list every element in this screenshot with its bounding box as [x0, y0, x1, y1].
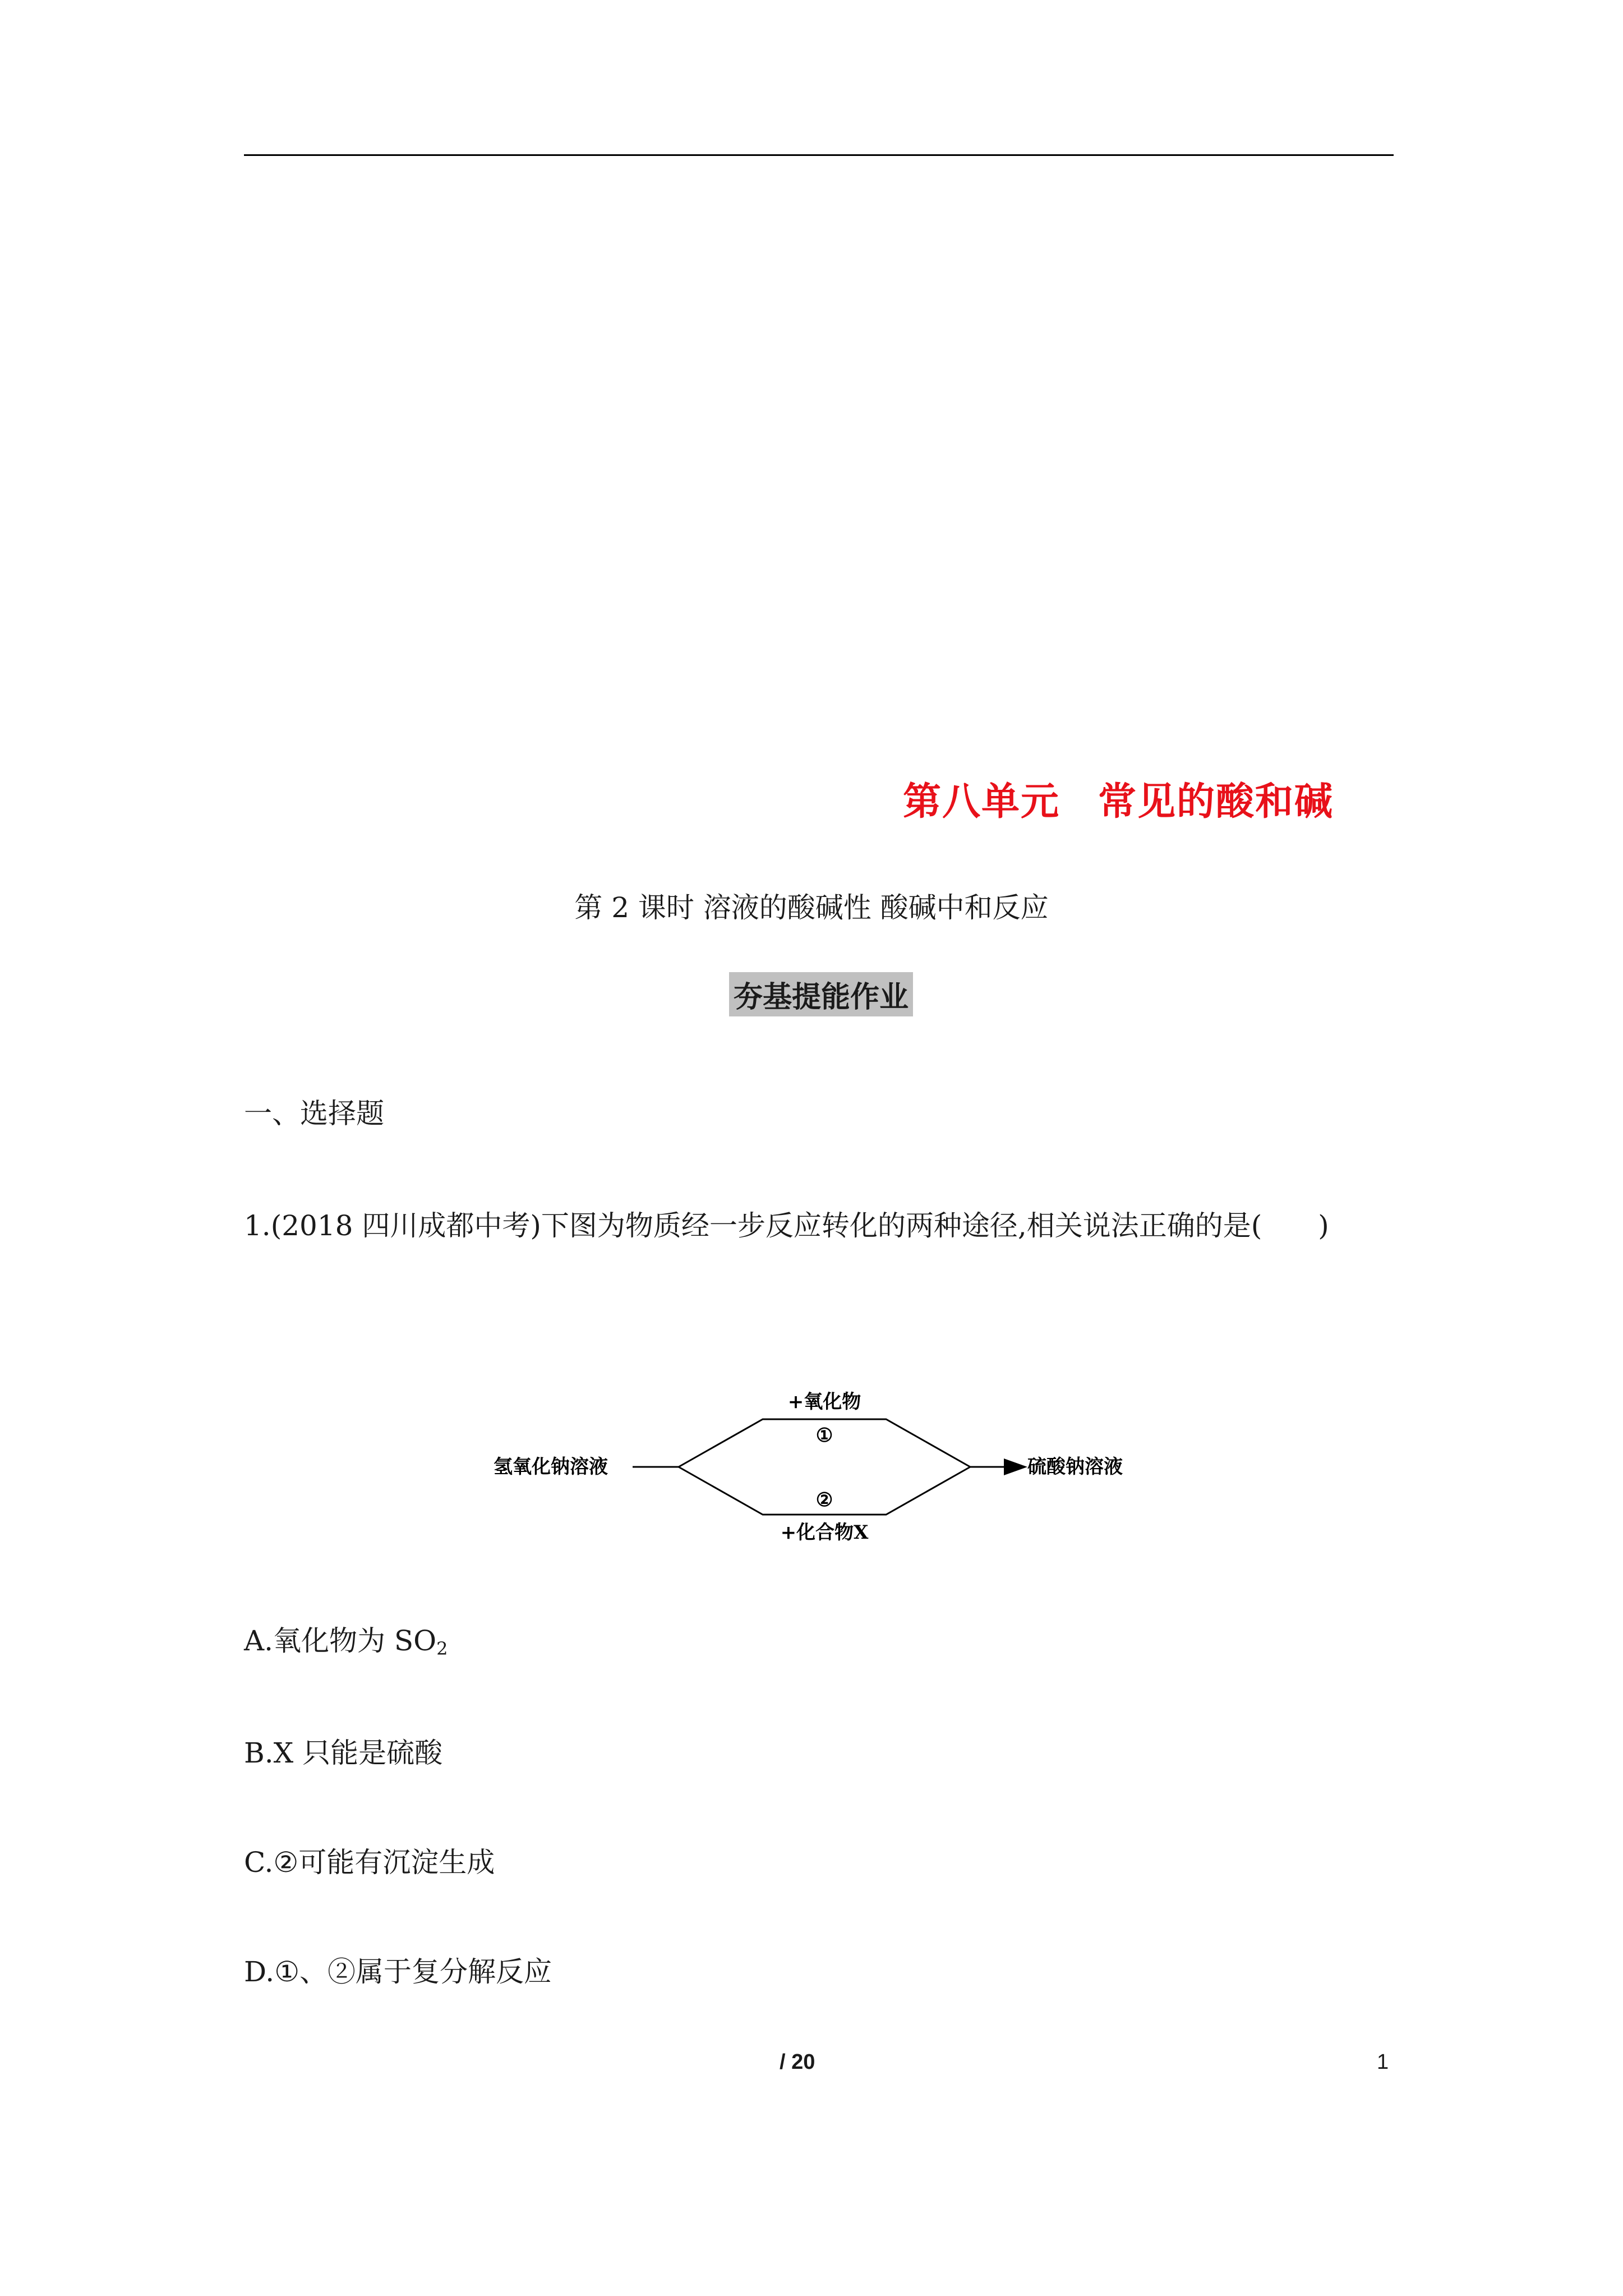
option-c: C.②可能有沉淀生成: [244, 1846, 495, 1879]
option-a-text: A.氧化物为 SO: [244, 1625, 437, 1657]
page-total: / 20: [780, 2050, 815, 2074]
homework-title: 夯基提能作业: [729, 972, 913, 1016]
lesson-title: 第 2 课时 溶液的酸碱性 酸碱中和反应: [574, 891, 1049, 924]
option-b: B.X 只能是硫酸: [244, 1737, 443, 1769]
header-rule: [244, 154, 1394, 156]
pathway-1-reagent: +氧化物: [787, 1391, 861, 1413]
pathway-2-reagent: +化合物X: [780, 1521, 869, 1544]
unit-title: [903, 771, 1334, 826]
question-1: [244, 1203, 1329, 1244]
page-number: 1: [1377, 2050, 1389, 2074]
question-source: (2018 四川成都中考): [270, 1209, 541, 1242]
reactant-label: 氢氧化钠溶液: [494, 1456, 608, 1478]
question-number: 1.: [244, 1209, 271, 1242]
option-d: D.①、②属于复分解反应: [244, 1955, 552, 1988]
section-title: 一、选择题: [244, 1097, 384, 1130]
pathway-1-marker: ①: [815, 1424, 833, 1447]
reaction-pathway-diagram: [494, 1380, 1144, 1548]
unit-number: 第八单元: [903, 780, 1061, 824]
option-a: [244, 1618, 448, 1659]
question-stem: 下图为物质经一步反应转化的两种途径,相关说法正确的是( ): [541, 1209, 1329, 1242]
pathway-2-marker: ②: [815, 1489, 833, 1511]
option-a-subscript: 2: [436, 1638, 448, 1659]
reaction-diagram-svg: [494, 1380, 1144, 1548]
unit-name: 常见的酸和碱: [1098, 780, 1334, 824]
product-label: 硫酸钠溶液: [1027, 1456, 1123, 1478]
